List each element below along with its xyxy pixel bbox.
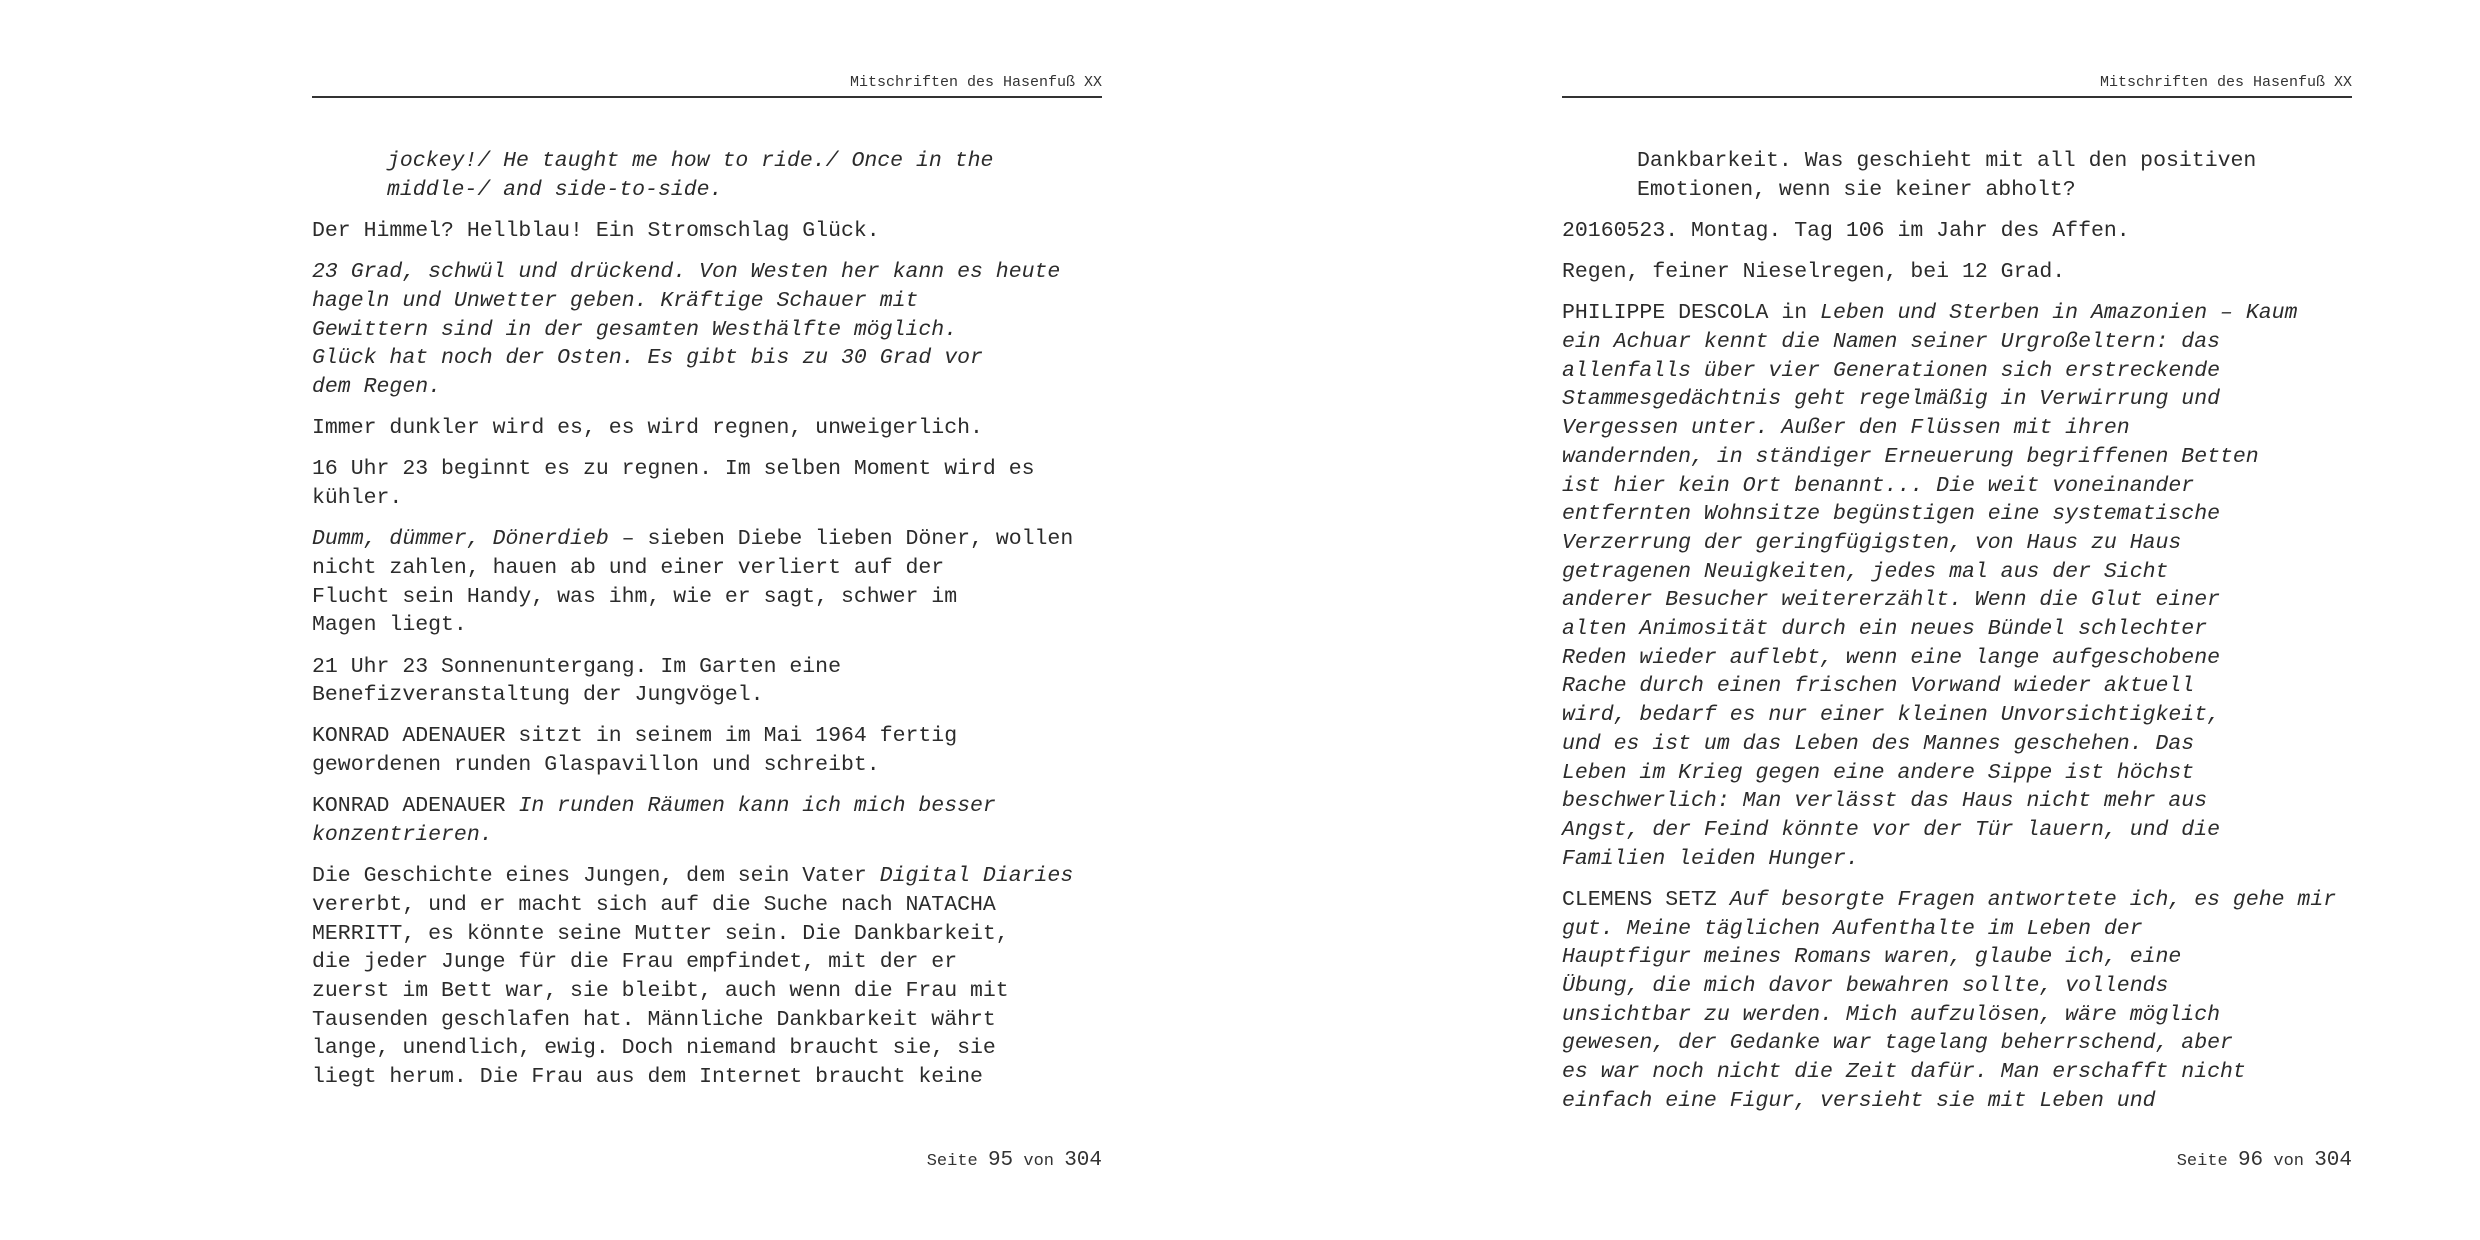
text-line	[1562, 730, 2352, 759]
paragraph	[1562, 258, 2352, 287]
italic-text: Hauptfigur meines Romans waren, glaube ich, eine	[1562, 945, 2182, 970]
italic-text: konzentrieren.	[312, 823, 493, 848]
italic-text: Leben und Sterben in Amazonien – Kaum	[1820, 301, 2298, 326]
paragraph	[312, 792, 1102, 849]
text-run: KONRAD ADENAUER sitzt in seinem im Mai 1964 fertig	[312, 724, 958, 749]
italic-text: und es ist um das Leben des Mannes geschehen. Das	[1562, 731, 2195, 756]
italic-text: Verzerrung der geringfügigsten, von Haus zu Haus	[1562, 530, 2182, 555]
italic-text: jockey!/ He taught me how to ride./ Once in the	[387, 149, 994, 173]
text-line	[312, 554, 1102, 583]
text-line	[1562, 915, 2352, 944]
paragraph	[312, 455, 1102, 512]
italic-text: Stammesgedächtnis geht regelmäßig in Verwirrung und	[1562, 387, 2221, 412]
italic-text: 23 Grad, schwül und drückend. Von Westen her kann es heute	[312, 260, 1061, 285]
running-head: Mitschriften des Hasenfuß XX	[312, 72, 1102, 98]
text-line	[1562, 258, 2352, 287]
text-line	[1637, 176, 2352, 205]
italic-text: Rache durch einen frischen Vorwand wieder aktuell	[1562, 674, 2195, 699]
text-line	[1562, 414, 2352, 443]
text-run: KONRAD ADENAUER	[312, 794, 519, 819]
text-run: Magen liegt.	[312, 613, 467, 638]
text-run: Flucht sein Handy, was ihm, wie er sagt, schwer im	[312, 584, 958, 609]
italic-text: allenfalls über vier Generationen sich erstreckende	[1562, 358, 2221, 383]
text-run: MERRITT, es könnte seine Mutter sein. Die Dankbarkeit,	[312, 921, 1009, 946]
italic-text: es war noch nicht die Zeit dafür. Man erschafft nicht	[1562, 1060, 2246, 1085]
footer-seite-label: Seite	[2176, 1152, 2228, 1171]
italic-text: middle-/ and side-to-side.	[387, 177, 723, 202]
text-line	[1562, 615, 2352, 644]
text-line	[1562, 644, 2352, 673]
text-line	[312, 1034, 1102, 1063]
text-run: 20160523. Montag. Tag 106 im Jahr des Affen.	[1562, 218, 2130, 243]
italic-text: Glück hat noch der Osten. Es gibt bis zu 30 Grad vor	[312, 346, 983, 371]
text-run: 16 Uhr 23 beginnt es zu regnen. Im selben Moment wird es	[312, 457, 1035, 482]
text-line	[1562, 443, 2352, 472]
text-run: Der Himmel? Hellblau! Ein Stromschlag Glück.	[312, 218, 880, 243]
text-line	[312, 258, 1102, 287]
italic-text: unsichtbar zu werden. Mich aufzulösen, wäre möglich	[1562, 1002, 2221, 1027]
text-run: Benefizveranstaltung der Jungvögel.	[312, 683, 764, 708]
text-line	[312, 1006, 1102, 1035]
italic-text: einfach eine Figur, versieht sie mit Leben und	[1562, 1088, 2156, 1113]
paragraph	[312, 525, 1102, 640]
text-run: Immer dunkler wird es, es wird regnen, unweigerlich.	[312, 416, 983, 441]
italic-text: wird, bedarf es nur einer kleinen Unvorsichtigkeit,	[1562, 703, 2221, 728]
italic-text: Vergessen unter. Außer den Flüssen mit ihren	[1562, 416, 2130, 441]
paragraph	[1562, 217, 2352, 246]
page-content	[1562, 147, 2352, 1128]
text-run: nicht zahlen, hauen ab und einer verliert auf der	[312, 555, 945, 580]
text-run: lange, unendlich, ewig. Doch niemand braucht sie, sie	[312, 1036, 996, 1061]
text-run: kühler.	[312, 486, 403, 511]
text-line	[1562, 328, 2352, 357]
text-line	[387, 176, 1102, 205]
italic-text: ein Achuar kennt die Namen seiner Urgroßeltern: das	[1562, 330, 2221, 355]
paragraph	[312, 414, 1102, 443]
text-run: Tausenden geschlafen hat. Männliche Dankbarkeit währt	[312, 1007, 996, 1032]
text-run: vererbt, und er macht sich auf die Suche nach NATACHA	[312, 892, 996, 917]
text-line	[1562, 816, 2352, 845]
text-line	[312, 287, 1102, 316]
text-run: Die Geschichte eines Jungen, dem sein Vater	[312, 864, 880, 889]
text-line	[312, 414, 1102, 443]
total-pages: 304	[1064, 1149, 1102, 1172]
text-line	[312, 611, 1102, 640]
text-line	[1562, 845, 2352, 874]
text-line	[312, 948, 1102, 977]
page-number: 95	[987, 1149, 1014, 1172]
text-run: liegt herum. Die Frau aus dem Internet braucht keine	[312, 1065, 983, 1090]
italic-text: Leben im Krieg gegen eine andere Sippe ist höchst	[1562, 760, 2195, 785]
text-line	[1562, 943, 2352, 972]
text-line	[312, 722, 1102, 751]
text-run: CLEMENS SETZ	[1562, 887, 1730, 912]
text-line	[1562, 385, 2352, 414]
italic-text: entfernten Wohnsitze begünstigen eine systematische	[1562, 502, 2221, 527]
text-line	[312, 891, 1102, 920]
text-run: gewordenen runden Glaspavillon und schreibt.	[312, 753, 880, 778]
continued-paragraph	[312, 147, 1102, 204]
text-run: PHILIPPE DESCOLA in	[1562, 301, 1821, 326]
italic-text: Auf besorgte Fragen antwortete ich, es gehe mir	[1729, 887, 2337, 912]
text-line	[1562, 972, 2352, 1001]
page-footer	[927, 1147, 1102, 1176]
text-line	[1562, 787, 2352, 816]
page-number: 96	[2237, 1149, 2264, 1172]
text-line	[1562, 299, 2352, 328]
text-run: Dankbarkeit. Was geschieht mit all den positiven	[1637, 149, 2257, 173]
italic-text: dem Regen.	[312, 374, 442, 399]
text-line	[312, 484, 1102, 513]
text-run: – sieben Diebe lieben Döner, wollen	[608, 527, 1074, 552]
italic-text: Übung, die mich davor bewahren sollte, vollends	[1562, 973, 2169, 998]
text-line	[1637, 147, 2352, 176]
text-run: Regen, feiner Nieselregen, bei 12 Grad.	[1562, 260, 2066, 285]
paragraph	[312, 862, 1102, 1092]
italic-text: gewesen, der Gedanke war tagelang beherrschend, aber	[1562, 1031, 2233, 1056]
text-run: die jeder Junge für die Frau empfindet, mit der er	[312, 950, 958, 975]
text-line	[1562, 472, 2352, 501]
italic-text: anderer Besucher weitererzählt. Wenn die Glut einer	[1562, 588, 2221, 613]
italic-text: alten Animosität durch ein neues Bündel schlechter	[1562, 617, 2208, 642]
italic-text: wandernden, in ständiger Erneuerung begriffenen Betten	[1562, 444, 2259, 469]
italic-text: hageln und Unwetter geben. Kräftige Schauer mit	[312, 288, 919, 313]
italic-text: beschwerlich: Man verlässt das Haus nicht mehr aus	[1562, 789, 2208, 814]
text-line	[1562, 672, 2352, 701]
text-line	[1562, 217, 2352, 246]
italic-text: Angst, der Feind könnte vor der Tür lauern, und die	[1562, 817, 2221, 842]
footer-von-label: von	[2273, 1152, 2304, 1171]
total-pages: 304	[2314, 1149, 2352, 1172]
text-line	[1562, 886, 2352, 915]
text-line	[312, 751, 1102, 780]
text-line	[312, 373, 1102, 402]
text-run: Emotionen, wenn sie keiner abholt?	[1637, 177, 2076, 202]
text-line	[1562, 558, 2352, 587]
text-line	[312, 217, 1102, 246]
page-footer	[2177, 1147, 2352, 1176]
paragraph	[1562, 886, 2352, 1116]
continued-paragraph	[1562, 147, 2352, 204]
text-line	[1562, 1058, 2352, 1087]
text-line	[312, 653, 1102, 682]
footer-seite-label: Seite	[926, 1152, 978, 1171]
text-line	[387, 147, 1102, 176]
left-page	[312, 0, 1102, 1240]
paragraph	[312, 217, 1102, 246]
text-line	[312, 316, 1102, 345]
italic-text: Reden wieder auflebt, wenn eine lange aufgeschobene	[1562, 645, 2221, 670]
footer-von-label: von	[1023, 1152, 1054, 1171]
text-line	[312, 1063, 1102, 1092]
page-content	[312, 147, 1102, 1104]
text-line	[312, 792, 1102, 821]
text-line	[312, 920, 1102, 949]
running-head: Mitschriften des Hasenfuß XX	[1562, 72, 2352, 98]
text-line	[312, 583, 1102, 612]
italic-text: Familien leiden Hunger.	[1562, 846, 1859, 871]
italic-text: gut. Meine täglichen Aufenthalte im Leben der	[1562, 916, 2143, 941]
text-line	[312, 525, 1102, 554]
text-line	[312, 862, 1102, 891]
italic-text: Digital Diaries	[879, 864, 1074, 889]
text-line	[312, 455, 1102, 484]
text-line	[1562, 1029, 2352, 1058]
text-line	[1562, 529, 2352, 558]
italic-text: In runden Räumen kann ich mich besser	[518, 794, 996, 819]
text-line	[1562, 1087, 2352, 1116]
right-page	[1562, 0, 2352, 1240]
italic-text: ist hier kein Ort benannt... Die weit voneinander	[1562, 473, 2195, 498]
paragraph	[1562, 299, 2352, 873]
paragraph	[312, 258, 1102, 402]
text-line	[312, 977, 1102, 1006]
text-line	[1562, 1001, 2352, 1030]
text-line	[312, 344, 1102, 373]
text-run: zuerst im Bett war, sie bleibt, auch wenn die Frau mit	[312, 979, 1009, 1004]
text-line	[1562, 701, 2352, 730]
text-line	[1562, 759, 2352, 788]
text-line	[312, 681, 1102, 710]
text-line	[312, 821, 1102, 850]
italic-text: Gewittern sind in der gesamten Westhälfte möglich.	[312, 317, 958, 342]
paragraph	[312, 653, 1102, 710]
text-line	[1562, 500, 2352, 529]
text-line	[1562, 586, 2352, 615]
italic-text: Dumm, dümmer, Dönerdieb	[312, 527, 609, 552]
italic-text: getragenen Neuigkeiten, jedes mal aus der Sicht	[1562, 559, 2169, 584]
paragraph	[312, 722, 1102, 779]
text-run: 21 Uhr 23 Sonnenuntergang. Im Garten eine	[312, 654, 841, 679]
text-line	[1562, 357, 2352, 386]
